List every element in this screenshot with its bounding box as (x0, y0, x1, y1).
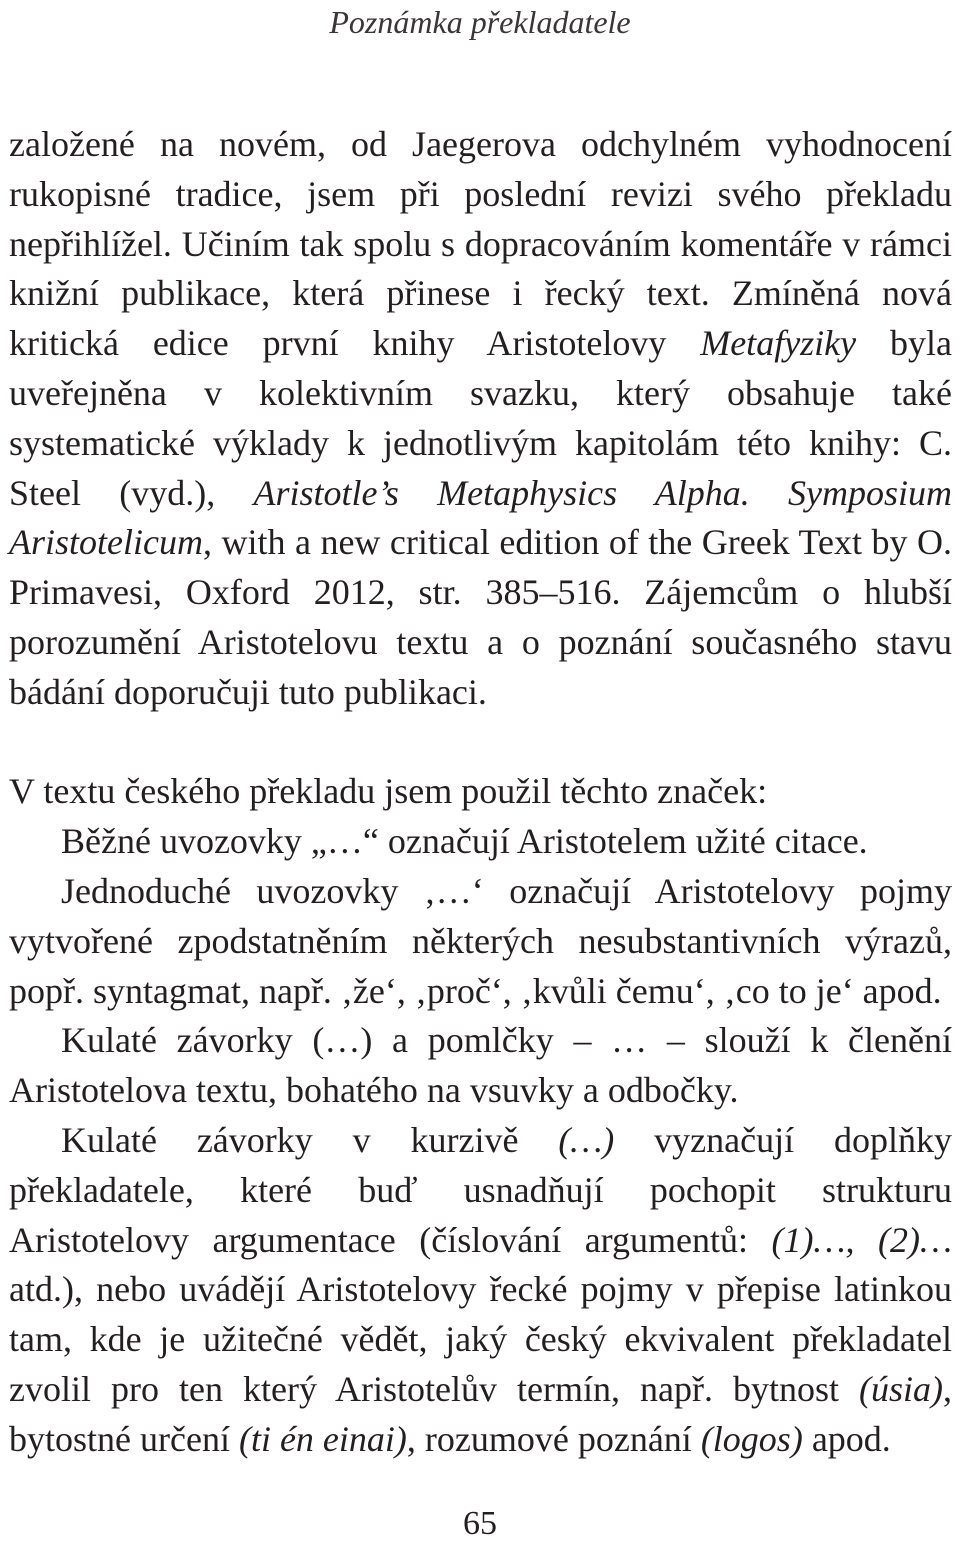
italic-run: Metafyziky (700, 323, 857, 364)
text-run: , bytostné určení (9, 1368, 952, 1459)
italic-run: Aristotle’s Metaphysics Alpha. Symposium Aristotelicum (9, 472, 952, 563)
italic-run: (ti én einai) (238, 1418, 407, 1459)
italic-run: (1)…, (2)… (771, 1219, 952, 1260)
italic-run: (logos) (700, 1418, 803, 1459)
text-run: byla uveřejněna v kolektivním svazku, který obsahuje také systematické výklady k jednotlivým kapitolám této knihy: C. Steel (vyd.), (9, 323, 952, 513)
paragraph-edition-note (9, 120, 952, 718)
text-run: založené na novém, od Jaegerova odchylném vyhodnocení rukopisné tradice, jsem při poslední revizi svého překladu nepřihlížel. Učiním tak spolu s dopracováním komentáře v rámci knižní publikace, která přinese i řecký text. Zmíněná nová kritická edice první knihy Aristotelovy (9, 124, 952, 364)
running-header: Poznámka překladatele (329, 4, 631, 40)
paragraph-signs-intro: V textu českého překladu jsem použil těchto značek: (9, 771, 768, 812)
text-run: Kulaté závorky v kurzivě (61, 1119, 559, 1160)
page-number: 65 (463, 1505, 497, 1542)
text-run: , with a new critical edition of the Greek Text by O. Primavesi, Oxford 2012, str. 385–516. Zájemcům o hlubší porozumění Aristotelovu textu a o poznání současného stavu bádání doporučuji tuto publikaci. (9, 522, 952, 712)
paragraph-brackets-dashes: Kulaté závorky (…) a pomlčky – … – slouží k členění Aristotelova textu, bohatého na vsuvky a odbočky. (9, 1020, 952, 1111)
paragraph-italic-brackets (9, 1116, 952, 1465)
paragraph-double-quotes: Běžné uvozovky „…“ označují Aristotelem užité citace. (61, 821, 868, 862)
text-run: , rozumové poznání (406, 1418, 701, 1459)
text-body (9, 120, 952, 1465)
italic-run: (…) (558, 1119, 615, 1160)
italic-run: (úsia) (859, 1368, 943, 1409)
paragraph-single-quotes: Jednoduché uvozovky ‚…‘ označují Aristotelovy pojmy vytvořené zpodstatněním některých nesubstantivních výrazů, popř. syntagmat, např. ‚že‘, ‚proč‘, ‚kvůli čemu‘, ‚co to je‘ apod. (9, 870, 952, 1011)
text-run: atd.), nebo uvádějí Aristotelovy řecké pojmy v přepise latinkou tam, kde je užitečné vědět, jaký český ekvivalent překladatel zvolil pro ten který Aristotelův termín, např. bytnost (9, 1269, 952, 1409)
text-run: apod. (802, 1418, 891, 1459)
text-run: vyznačují doplňky překladatele, které buď usnadňují pochopit strukturu Aristotelovy argumentace (číslování argumentů: (9, 1119, 952, 1260)
